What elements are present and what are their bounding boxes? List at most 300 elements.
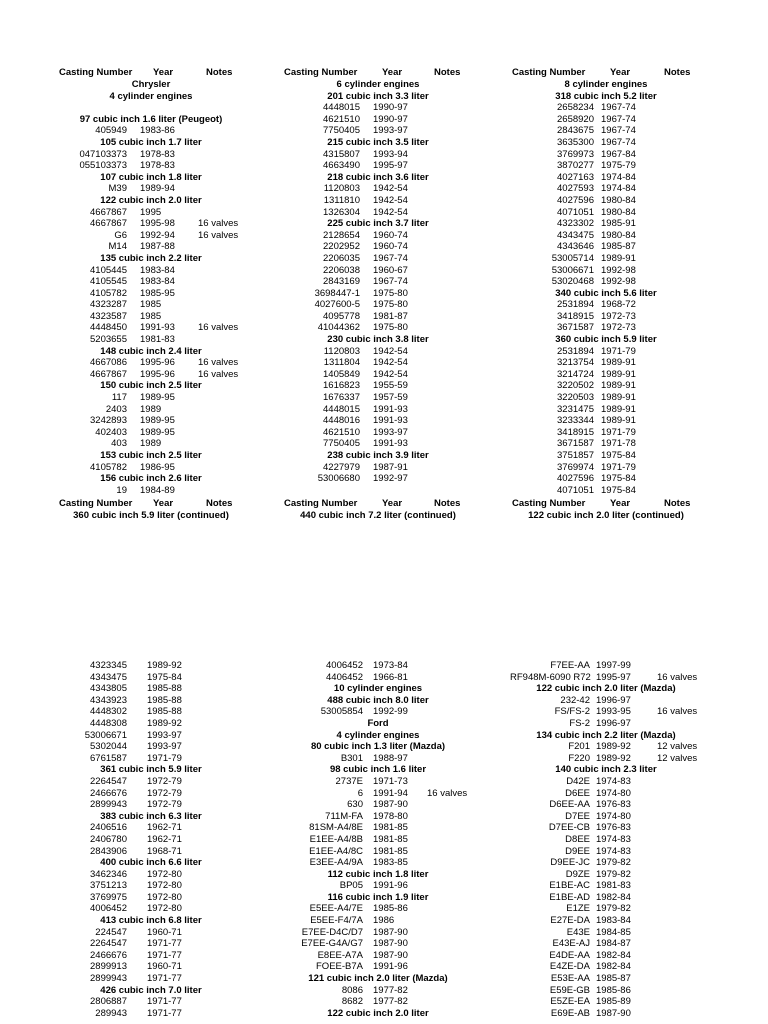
table-row — [510, 207, 702, 219]
casting-number-cell: 3751213 — [90, 880, 127, 892]
year-cell: 1981-87 — [373, 310, 408, 322]
year-cell: 1987-90 — [373, 949, 408, 961]
year-cell: 1989-95 — [140, 426, 175, 438]
table-row — [282, 811, 474, 823]
year-cell: 1971-79 — [601, 461, 636, 473]
year-cell: 1978-83 — [140, 160, 175, 172]
casting-number-cell: 2206038 — [323, 264, 360, 276]
column-body — [57, 660, 245, 1019]
table-row — [510, 114, 702, 126]
table-row — [57, 799, 245, 811]
year-cell: 1960-71 — [147, 926, 182, 938]
casting-number-cell: 2406780 — [90, 833, 127, 845]
casting-number-cell: 047103373 — [79, 148, 127, 160]
table-row — [282, 473, 474, 485]
casting-number-cell: D42E — [566, 775, 590, 787]
year-cell: 1989 — [140, 438, 162, 450]
casting-number-cell: 53005854 — [320, 706, 363, 718]
casting-number-cell: 224547 — [95, 926, 127, 938]
table-row — [282, 834, 474, 846]
table-row — [282, 276, 474, 288]
table-row — [282, 241, 474, 253]
table-row — [282, 195, 474, 207]
casting-number-cell: 53006671 — [551, 264, 594, 276]
year-cell: 1989-95 — [140, 392, 175, 404]
table-row — [282, 183, 474, 195]
year-cell: 1992-94 — [140, 229, 175, 241]
section-heading: 488 cubic inch 8.0 liter — [327, 694, 429, 706]
table-row — [282, 753, 474, 765]
table-row — [510, 462, 702, 474]
year-cell: 1975-84 — [601, 450, 636, 461]
year-cell: 1989-92 — [596, 752, 631, 764]
year-cell: 1983-84 — [596, 915, 631, 927]
table-row — [510, 799, 702, 811]
casting-number-cell: 232-42 — [560, 694, 590, 706]
casting-number-cell: E59E-GB — [549, 984, 590, 996]
year-cell: 1971-77 — [147, 1007, 182, 1019]
table-row — [57, 462, 245, 474]
casting-number-cell: 1676337 — [323, 392, 360, 404]
casting-number-cell: 6761587 — [90, 752, 127, 764]
table-row — [510, 265, 702, 277]
column-header — [57, 498, 245, 510]
casting-number-cell: 4323587 — [90, 310, 127, 322]
year-cell: 1989-95 — [140, 415, 175, 427]
table-row — [57, 718, 245, 730]
table-row — [282, 253, 474, 265]
table-row — [57, 218, 245, 230]
header-notes: Notes — [434, 67, 461, 78]
table-row — [57, 869, 245, 881]
year-cell: 1983-85 — [373, 857, 408, 869]
year-cell: 1975-84 — [601, 473, 636, 485]
casting-number-cell: 055103373 — [79, 160, 127, 172]
casting-number-cell: 1311804 — [323, 357, 360, 369]
table-row — [510, 927, 702, 939]
year-cell: 1967-74 — [373, 276, 408, 288]
notes-cell: 16 valves — [657, 706, 698, 718]
casting-number-cell: 3214724 — [557, 368, 594, 380]
year-cell: 1985-88 — [147, 706, 182, 718]
casting-number-cell: 2466676 — [90, 949, 127, 961]
casting-number-cell: 4323345 — [90, 660, 127, 671]
year-cell: 1962-71 — [147, 833, 182, 845]
casting-number-cell: BP05 — [339, 880, 363, 892]
section-heading: 361 cubic inch 5.9 liter — [100, 764, 202, 776]
year-cell: 1971-79 — [601, 426, 636, 438]
casting-number-cell: 4105545 — [90, 276, 127, 288]
casting-number-cell: 4071051 — [557, 206, 594, 218]
casting-number-cell: 4448016 — [323, 415, 360, 427]
table-row — [510, 857, 702, 869]
table-row — [282, 915, 474, 927]
table-row — [282, 380, 474, 392]
table-row — [57, 834, 245, 846]
casting-number-cell: 53006680 — [317, 473, 360, 485]
year-cell: 1991-93 — [373, 403, 408, 415]
year-cell: 1989 — [140, 403, 162, 415]
table-row — [510, 102, 702, 114]
table-row — [282, 438, 474, 450]
section-heading: 148 cubic inch 2.4 liter — [100, 345, 202, 357]
casting-number-cell: 4343646 — [557, 241, 594, 253]
table-row — [510, 357, 702, 369]
year-cell: 1975-84 — [147, 671, 182, 683]
table-row — [282, 311, 474, 323]
year-cell: 1993-95 — [596, 706, 631, 718]
notes-cell: 12 valves — [657, 752, 698, 764]
column-header — [282, 498, 474, 510]
year-cell: 1989-91 — [601, 403, 636, 415]
year-cell: 1983-84 — [140, 276, 175, 288]
casting-number-cell: 2658234 — [557, 102, 594, 114]
casting-number-cell: FOEE-B7A — [316, 961, 363, 973]
year-cell: 1942-54 — [373, 345, 408, 357]
casting-number-cell: 3671587 — [557, 322, 594, 334]
year-cell: 1985 — [140, 310, 162, 322]
table-row — [57, 996, 245, 1008]
table-row — [282, 776, 474, 788]
table-row — [282, 415, 474, 427]
year-cell: 1978-83 — [140, 148, 175, 160]
column-bottom-2 — [282, 660, 474, 1019]
year-cell: 1989-94 — [140, 183, 175, 195]
table-row — [282, 846, 474, 858]
casting-number-cell: E1BE-AD — [549, 891, 590, 903]
year-cell: 1975-80 — [373, 287, 408, 299]
table-row — [510, 880, 702, 892]
casting-number-cell: 1326304 — [323, 206, 360, 218]
table-row — [510, 788, 702, 800]
casting-number-cell: 2406516 — [90, 822, 127, 834]
year-cell: 1967-74 — [601, 113, 636, 125]
header-notes: Notes — [206, 498, 233, 509]
year-cell: 1960-71 — [147, 961, 182, 973]
casting-number-cell: 4663490 — [323, 160, 360, 172]
casting-number-cell: 1120803 — [323, 345, 360, 357]
year-cell: 1984-87 — [596, 938, 631, 950]
casting-number-cell: E53E-AA — [550, 973, 590, 985]
casting-number-cell: 4343475 — [90, 671, 127, 683]
section-heading: 122 cubic inch 2.0 liter (Mazda) — [536, 683, 676, 695]
casting-number-cell: 3769975 — [90, 891, 127, 903]
casting-number-cell: 5302044 — [90, 741, 127, 753]
column-header — [282, 67, 474, 79]
casting-number-cell: D7EE — [565, 810, 590, 822]
table-row — [282, 961, 474, 973]
casting-number-cell: 4621510 — [323, 113, 360, 125]
notes-cell: 16 valves — [198, 229, 239, 241]
header-notes: Notes — [664, 498, 691, 509]
casting-number-cell: 3751857 — [557, 450, 594, 461]
year-cell: 1990-97 — [373, 113, 408, 125]
casting-number-cell: 4027596 — [557, 194, 594, 206]
casting-number-cell: 4448450 — [90, 322, 127, 334]
casting-number-cell: 4621510 — [323, 426, 360, 438]
year-cell: 1972-73 — [601, 310, 636, 322]
year-cell: 1972-79 — [147, 775, 182, 787]
year-cell: 1985 — [140, 299, 162, 311]
table-row — [510, 672, 702, 684]
section-heading: 215 cubic inch 3.5 liter — [327, 136, 429, 148]
table-row — [282, 427, 474, 439]
casting-number-cell: M39 — [108, 183, 127, 195]
section-heading: 135 cubic inch 2.2 liter — [100, 252, 202, 264]
section-heading: 8 cylinder engines — [564, 79, 648, 90]
section-heading: 122 cubic inch 2.0 liter — [100, 194, 202, 206]
year-cell: 1981-85 — [373, 833, 408, 845]
year-cell: 1997-99 — [596, 660, 631, 671]
casting-number-cell: D9EE-JC — [550, 857, 590, 869]
table-row — [57, 207, 245, 219]
table-row — [282, 288, 474, 300]
year-cell: 1972-79 — [147, 799, 182, 811]
year-cell: 1967-74 — [601, 102, 636, 114]
table-row — [282, 938, 474, 950]
casting-number-cell: 3462346 — [90, 868, 127, 880]
casting-number-cell: 2531894 — [557, 299, 594, 311]
section-heading: 340 cubic inch 5.6 liter — [555, 287, 657, 299]
section-heading: 140 cubic inch 2.3 liter — [555, 764, 657, 776]
header-year: Year — [382, 67, 403, 78]
notes-cell: 16 valves — [198, 357, 239, 369]
table-row — [57, 392, 245, 404]
casting-number-cell: 4105782 — [90, 287, 127, 299]
casting-number-cell: 2843675 — [557, 125, 594, 137]
table-row — [57, 288, 245, 300]
year-cell: 1995-98 — [140, 218, 175, 230]
year-cell: 1996-97 — [596, 694, 631, 706]
table-row — [510, 741, 702, 753]
table-row — [57, 880, 245, 892]
casting-number-cell: 1120803 — [323, 183, 360, 195]
table-row — [57, 706, 245, 718]
casting-number-cell: 3220502 — [557, 380, 594, 392]
casting-number-cell: FS-2 — [569, 717, 590, 729]
table-row — [57, 672, 245, 684]
table-row — [510, 369, 702, 381]
table-row — [57, 938, 245, 950]
year-cell: 1987-90 — [373, 926, 408, 938]
table-row — [57, 357, 245, 369]
table-row — [282, 160, 474, 172]
year-cell: 1975-79 — [601, 160, 636, 172]
casting-number-cell: 3418915 — [557, 426, 594, 438]
casting-number-cell: 289943 — [95, 1007, 127, 1019]
table-row — [57, 485, 245, 497]
table-row — [510, 776, 702, 788]
year-cell: 1995-96 — [140, 368, 175, 380]
casting-number-cell: 3671587 — [557, 438, 594, 450]
casting-number-cell: 3769974 — [557, 461, 594, 473]
year-cell: 1972-80 — [147, 868, 182, 880]
table-row — [57, 369, 245, 381]
casting-number-cell: 41044362 — [317, 322, 360, 334]
year-cell: 1989-91 — [601, 392, 636, 404]
casting-number-cell: 117 — [111, 392, 127, 404]
year-cell: 1971-77 — [147, 973, 182, 985]
casting-number-cell: 4071051 — [557, 484, 594, 496]
casting-number-cell: F7EE-AA — [550, 660, 590, 671]
casting-number-cell: D6EE-AA — [549, 799, 590, 811]
casting-number-cell: 4315807 — [323, 148, 360, 160]
header-notes: Notes — [206, 67, 233, 78]
table-row — [282, 404, 474, 416]
section-heading: 230 cubic inch 3.8 liter — [327, 334, 429, 346]
casting-number-cell: E7EE-G4A/G7 — [301, 938, 363, 950]
table-row — [57, 311, 245, 323]
casting-number-cell: 3418915 — [557, 310, 594, 322]
section-heading: 150 cubic inch 2.5 liter — [100, 380, 202, 392]
section-heading: 121 cubic inch 2.0 liter (Mazda) — [308, 973, 448, 985]
casting-number-cell: 6 — [357, 787, 363, 799]
table-row — [510, 892, 702, 904]
casting-number-cell: D9EE — [565, 845, 590, 857]
casting-number-cell: 4027596 — [557, 473, 594, 485]
table-row — [57, 753, 245, 765]
casting-number-cell: 4406452 — [326, 671, 363, 683]
year-cell: 1982-84 — [596, 949, 631, 961]
table-row — [57, 741, 245, 753]
table-row — [510, 903, 702, 915]
section-heading: 80 cubic inch 1.3 liter (Mazda) — [310, 741, 446, 753]
casting-number-cell: E43E-AJ — [552, 938, 590, 950]
column-mid-1 — [57, 498, 245, 522]
year-cell: 1985-91 — [601, 218, 636, 230]
section-heading: 4 cylinder engines — [336, 729, 420, 741]
year-cell: 1981-85 — [373, 822, 408, 834]
table-row — [282, 985, 474, 997]
table-row — [282, 392, 474, 404]
casting-number-cell: 2128654 — [323, 229, 360, 241]
year-cell: 1995-96 — [140, 357, 175, 369]
table-row — [57, 660, 245, 672]
notes-cell: 12 valves — [657, 741, 698, 753]
year-cell: 1985-88 — [147, 683, 182, 695]
table-row — [57, 730, 245, 742]
table-row — [57, 846, 245, 858]
column-top-3 — [510, 67, 702, 496]
casting-number-cell: E5EE-F4/7A — [310, 915, 363, 927]
year-cell: 1977-82 — [373, 996, 408, 1008]
casting-number-cell: 2737E — [335, 775, 363, 787]
casting-number-cell: 2843169 — [323, 276, 360, 288]
casting-number-cell: E7EE-D4C/D7 — [301, 926, 363, 938]
table-row — [57, 438, 245, 450]
section-heading: 400 cubic inch 6.6 liter — [100, 857, 202, 869]
year-cell: 1972-73 — [601, 322, 636, 334]
casting-number-cell: 3213754 — [557, 357, 594, 369]
table-row — [57, 695, 245, 707]
section-heading: 98 cubic inch 1.6 liter — [329, 764, 427, 776]
casting-number-cell: E5ZE-EA — [550, 996, 590, 1008]
casting-number-cell: 4448308 — [90, 717, 127, 729]
year-cell: 1972-79 — [147, 787, 182, 799]
year-cell: 1987-90 — [373, 938, 408, 950]
casting-number-cell: 3233344 — [557, 415, 594, 427]
casting-number-cell: 4105445 — [90, 264, 127, 276]
casting-number-cell: 53020468 — [551, 276, 594, 288]
year-cell: 1960-67 — [373, 264, 408, 276]
year-cell: 1987-88 — [140, 241, 175, 253]
section-heading: 156 cubic inch 2.6 liter — [100, 473, 202, 485]
table-row — [57, 427, 245, 439]
table-row — [510, 415, 702, 427]
year-cell: 1985-86 — [596, 984, 631, 996]
casting-number-cell: 403 — [111, 438, 127, 450]
table-row — [510, 438, 702, 450]
year-cell: 1972-80 — [147, 880, 182, 892]
casting-number-cell: 2264547 — [90, 775, 127, 787]
casting-number-cell: E1EE-A4/8C — [309, 845, 363, 857]
table-row — [282, 265, 474, 277]
year-cell: 1991-93 — [373, 415, 408, 427]
table-row — [510, 1008, 702, 1020]
section-heading: 112 cubic inch 1.8 liter — [327, 868, 429, 880]
table-row — [510, 473, 702, 485]
year-cell: 1975-80 — [373, 322, 408, 334]
year-cell: 1987-90 — [596, 1007, 631, 1019]
casting-number-cell: M14 — [108, 241, 127, 253]
table-row — [57, 149, 245, 161]
casting-number-cell: 53005714 — [551, 252, 594, 264]
year-cell: 1971-77 — [147, 996, 182, 1008]
casting-number-cell: 1311810 — [323, 194, 360, 206]
header-year: Year — [610, 67, 631, 78]
year-cell: 1971-79 — [147, 752, 182, 764]
section-heading: 6 cylinder engines — [336, 79, 420, 90]
casting-number-cell: 4323287 — [90, 299, 127, 311]
table-row — [57, 125, 245, 137]
table-row — [510, 450, 702, 462]
section-heading: 97 cubic inch 1.6 liter (Peugeot) — [79, 113, 223, 125]
table-row — [510, 230, 702, 242]
table-row — [510, 869, 702, 881]
year-cell: 1995 — [140, 206, 162, 218]
casting-number-cell: 4448302 — [90, 706, 127, 718]
table-row — [510, 427, 702, 439]
casting-number-cell: E4DE-AA — [549, 949, 590, 961]
casting-number-cell: E1BE-AC — [549, 880, 590, 892]
casting-number-cell: 1616823 — [323, 380, 360, 392]
table-row — [510, 660, 702, 672]
column-body — [57, 79, 245, 496]
casting-number-cell: 4105782 — [90, 461, 127, 473]
year-cell: 1962-71 — [147, 822, 182, 834]
table-row — [510, 149, 702, 161]
table-row — [510, 718, 702, 730]
section-heading: 105 cubic inch 1.7 liter — [100, 136, 202, 148]
year-cell: 1993-97 — [147, 729, 182, 741]
column-top-2 — [282, 67, 474, 485]
table-row — [282, 857, 474, 869]
table-row — [57, 183, 245, 195]
year-cell: 1960-74 — [373, 241, 408, 253]
section-heading: 153 cubic inch 2.5 liter — [100, 450, 202, 461]
notes-cell: 16 valves — [657, 671, 698, 683]
casting-number-cell: 4343805 — [90, 683, 127, 695]
year-cell: 1989-91 — [601, 252, 636, 264]
table-row — [57, 1008, 245, 1020]
year-cell: 1985-89 — [596, 996, 631, 1008]
year-cell: 1971-78 — [601, 438, 636, 450]
casting-number-cell: 2899943 — [90, 799, 127, 811]
table-row — [282, 357, 474, 369]
column-body — [510, 79, 702, 496]
section-heading: 238 cubic inch 3.9 liter — [327, 450, 429, 461]
year-cell: 1960-74 — [373, 229, 408, 241]
